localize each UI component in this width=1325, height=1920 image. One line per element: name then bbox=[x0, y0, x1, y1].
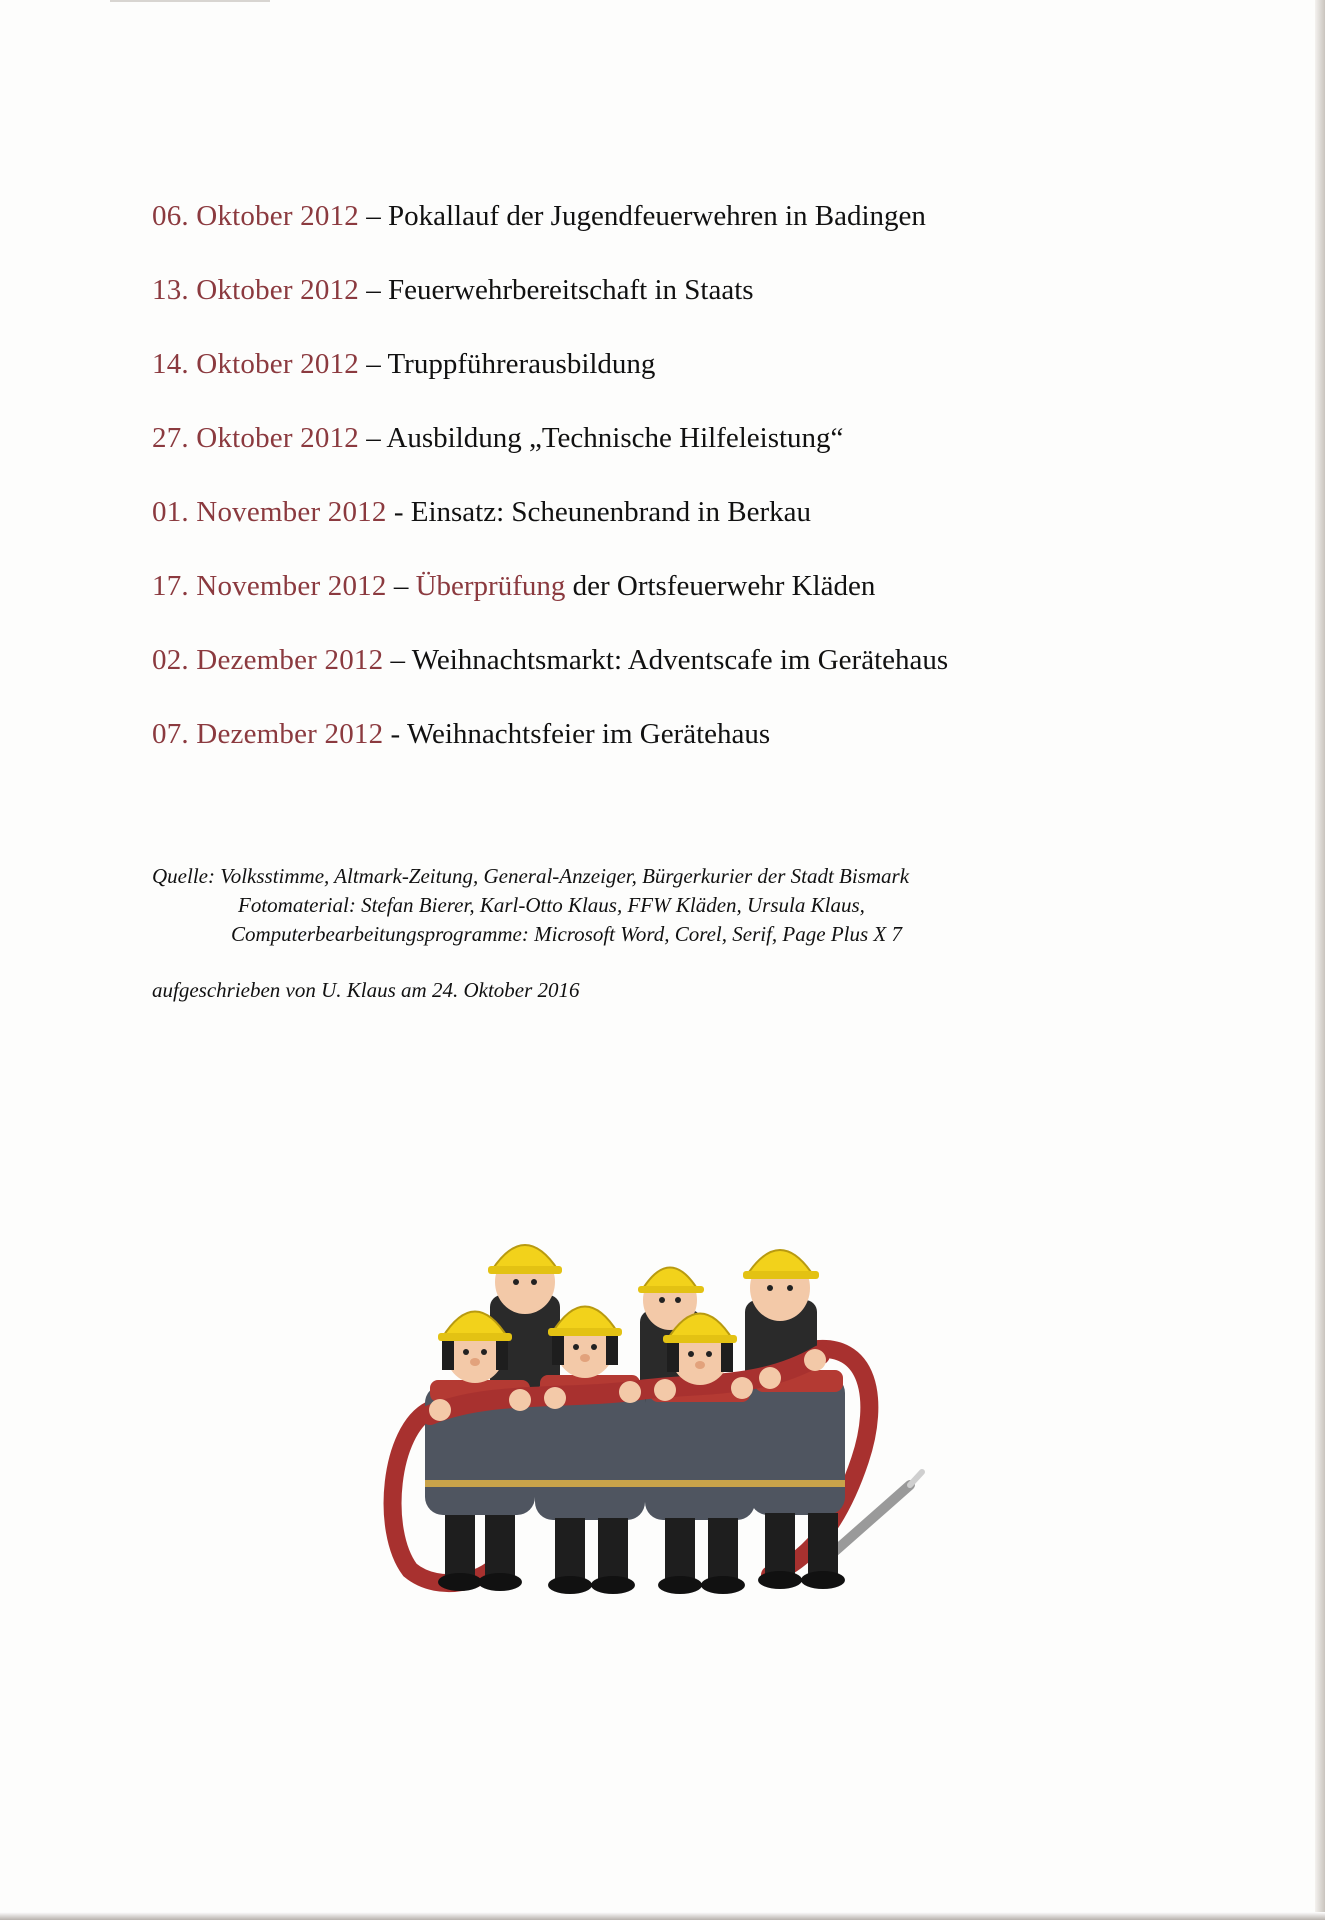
sources-block bbox=[152, 862, 1252, 949]
event-separator: – bbox=[366, 274, 381, 306]
event-item bbox=[152, 270, 1272, 344]
scan-mark bbox=[110, 0, 270, 2]
author-note: aufgeschrieben von U. Klaus am 24. Oktober 2016 bbox=[152, 978, 580, 1002]
event-separator: – bbox=[366, 200, 381, 232]
event-item bbox=[152, 714, 1272, 788]
event-date: 17. November 2012 bbox=[152, 570, 387, 602]
event-separator: – bbox=[390, 644, 406, 676]
event-description: Einsatz: Scheunenbrand in Berkau bbox=[410, 496, 811, 528]
paper-edge-bottom bbox=[0, 1912, 1325, 1920]
event-date: 14. Oktober 2012 bbox=[152, 348, 359, 380]
event-item bbox=[152, 492, 1272, 566]
paper-edge-right bbox=[1315, 0, 1325, 1920]
event-description: Weihnachtsmarkt: Adventscafe im Gerätehaus bbox=[411, 644, 949, 676]
firefighters-with-hose-illustration bbox=[370, 1200, 930, 1600]
event-separator: - bbox=[390, 718, 401, 750]
event-description: Weihnachtsfeier im Gerätehaus bbox=[406, 718, 771, 750]
event-item bbox=[152, 196, 1272, 270]
photo-credits-line: Fotomaterial: Stefan Bierer, Karl-Otto Klaus, FFW Kläden, Ursula Klaus, bbox=[238, 893, 865, 917]
event-date: 27. Oktober 2012 bbox=[152, 422, 359, 454]
event-description: Truppführerausbildung bbox=[387, 348, 656, 380]
event-item bbox=[152, 418, 1272, 492]
event-item bbox=[152, 344, 1272, 418]
event-date: 01. November 2012 bbox=[152, 496, 387, 528]
event-date: 02. Dezember 2012 bbox=[152, 644, 384, 676]
event-list bbox=[152, 196, 1272, 788]
event-description: Feuerwehrbereitschaft in Staats bbox=[387, 274, 754, 306]
sources-line: Quelle: Volksstimme, Altmark-Zeitung, General-Anzeiger, Bürgerkurier der Stadt Bismark bbox=[152, 864, 910, 888]
event-item bbox=[152, 566, 1272, 640]
event-description: der Ortsfeuerwehr Kläden bbox=[565, 570, 876, 602]
event-separator: - bbox=[393, 496, 404, 528]
software-line: Computerbearbeitungsprogramme: Microsoft Word, Corel, Serif, Page Plus X 7 bbox=[231, 922, 902, 946]
event-description-highlight: Überprüfung bbox=[415, 570, 566, 602]
event-description: Pokallauf der Jugendfeuerwehren in Badingen bbox=[387, 200, 926, 232]
event-date: 07. Dezember 2012 bbox=[152, 718, 384, 750]
event-separator: – bbox=[366, 422, 381, 454]
event-date: 13. Oktober 2012 bbox=[152, 274, 359, 306]
event-date: 06. Oktober 2012 bbox=[152, 200, 359, 232]
event-separator: – bbox=[366, 348, 381, 380]
event-item bbox=[152, 640, 1272, 714]
event-separator: – bbox=[393, 570, 409, 602]
event-description: Ausbildung „Technische Hilfeleistung“ bbox=[386, 422, 844, 454]
